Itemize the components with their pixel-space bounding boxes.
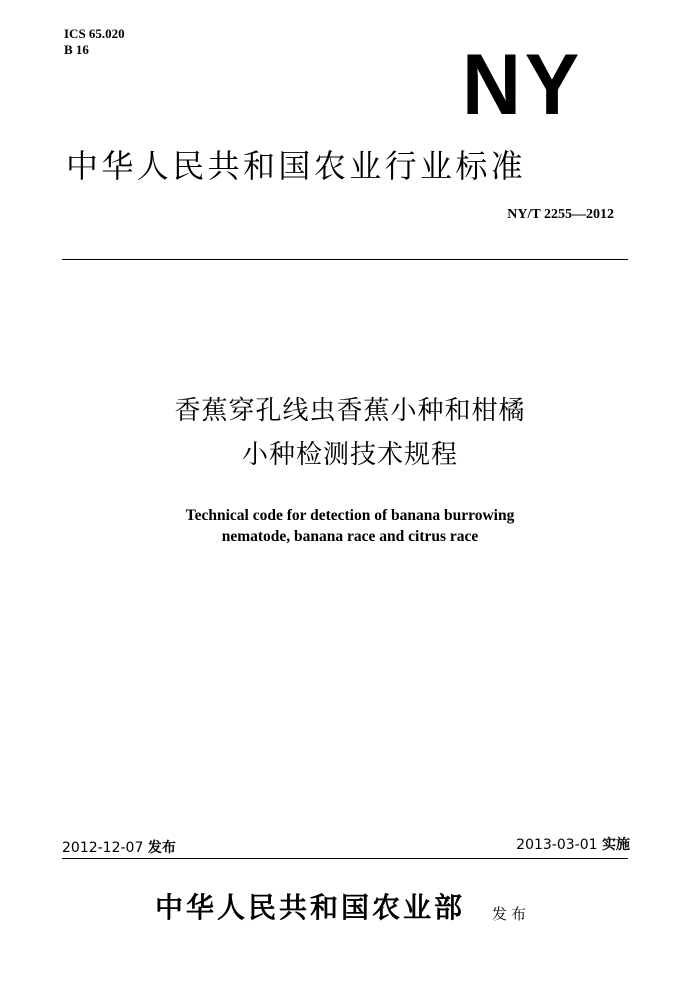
standard-category-title: 中华人民共和国农业行业标准 [66, 147, 527, 185]
english-title-line-1: Technical code for detection of banana burrowing [185, 507, 515, 524]
chinese-title [0, 393, 700, 473]
chinese-title-line-2: 小种检测技术规程 [241, 440, 458, 470]
english-title-line-2: nematode, banana race and citrus race [221, 528, 479, 545]
issue-date-block [62, 838, 176, 858]
publisher-name: 中华人民共和国农业部 [155, 891, 466, 924]
issue-label: 发布 [147, 840, 176, 856]
ics-code: ICS 65.020 [64, 26, 125, 41]
ny-logo: NY [462, 37, 584, 133]
issue-date: 2012-12-07 [62, 840, 144, 856]
chinese-title-line-1: 香蕉穿孔线虫香蕉小种和柑橘 [174, 396, 526, 426]
implement-label: 实施 [602, 837, 630, 853]
footer-divider [62, 858, 628, 859]
implement-date-block [516, 835, 630, 855]
english-title [0, 505, 700, 547]
header-divider [62, 259, 628, 260]
implement-date: 2013-03-01 [516, 837, 598, 853]
publisher-action: 发布 [492, 905, 531, 923]
classification-codes [64, 26, 125, 58]
ccs-code: B 16 [64, 42, 89, 57]
standard-code: NY/T 2255—2012 [507, 207, 614, 222]
